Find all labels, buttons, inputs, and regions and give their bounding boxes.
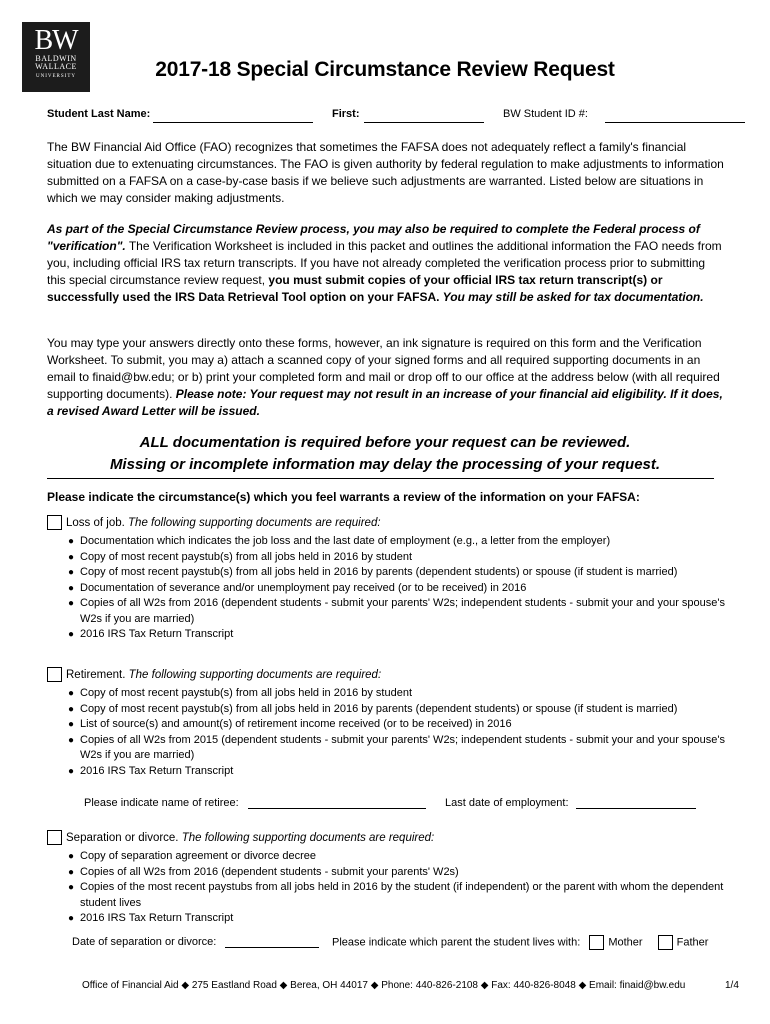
- page-title: 2017-18 Special Circumstance Review Request: [155, 58, 615, 81]
- job-loss-checkbox[interactable]: [47, 515, 62, 530]
- section-job-loss: [47, 514, 727, 643]
- parent-lives-with-row: [332, 935, 708, 950]
- list-item: ● Copy of most recent paystub(s) from all jobs held in 2016 by student: [68, 550, 727, 566]
- emphasis-line-2: Missing or incomplete information may delay the processing of your request.: [109, 456, 661, 473]
- mother-checkbox[interactable]: [589, 935, 604, 950]
- list-item: ● Copy of most recent paystub(s) from all jobs held in 2016 by parents (dependent students) or spouse (if student is married): [68, 702, 727, 718]
- retirement-checkbox[interactable]: [47, 667, 62, 682]
- separation-subtitle: The following supporting documents are required:: [181, 832, 435, 844]
- logo-monogram: BW: [34, 25, 78, 56]
- separation-label: Separation or divorce.: [66, 832, 179, 844]
- bullet-icon: ●: [68, 536, 75, 547]
- bullet-icon: ●: [68, 703, 75, 715]
- submission-paragraph: [47, 335, 727, 420]
- student-id-label: BW Student ID #:: [503, 108, 588, 120]
- job-loss-subtitle: The following supporting documents are required:: [128, 517, 381, 529]
- last-employment-label: Last date of employment:: [445, 797, 569, 809]
- last-employment-row: [445, 796, 696, 809]
- retirement-docs: [47, 686, 727, 779]
- father-option-label: Father: [676, 936, 709, 949]
- bullet-icon: ●: [68, 598, 75, 609]
- logo-line-wallace: WALLACE: [35, 62, 77, 71]
- first-name-label: First:: [332, 108, 360, 120]
- bullet-icon: ●: [68, 551, 75, 563]
- separation-date-field[interactable]: [225, 935, 319, 948]
- submission-note: Please note: Your request may not result in an increase of your financial aid eligibility. If it does, a revised Award Letter will be issued.: [47, 387, 723, 418]
- retiree-name-row: [84, 796, 426, 809]
- last-name-field[interactable]: [153, 122, 313, 123]
- verification-lead: As part of the Special Circumstance Review process, you may also be required to complete the Federal process of "verification".: [47, 222, 700, 253]
- bullet-icon: ●: [68, 629, 75, 640]
- bullet-icon: ●: [68, 913, 75, 924]
- list-item: ● Copy of separation agreement or divorce decree: [68, 849, 727, 865]
- section-separation: [47, 829, 727, 927]
- retiree-name-field[interactable]: [248, 796, 426, 809]
- last-employment-field[interactable]: [576, 796, 696, 809]
- verification-tail: You may still be asked for tax documentation.: [439, 290, 704, 304]
- separation-date-row: [72, 935, 319, 948]
- mother-option-label: Mother: [608, 936, 643, 949]
- list-item: ● Copies of the most recent paystubs from all jobs held in 2016 by the student (if independent) or the parent with whom the dependent student lives: [68, 881, 724, 909]
- first-name-field[interactable]: [364, 122, 484, 123]
- last-name-label: Student Last Name:: [47, 108, 151, 120]
- separation-date-label: Date of separation or divorce:: [72, 936, 217, 948]
- job-loss-label: Loss of job.: [66, 517, 125, 529]
- footer-office: Office of Financial Aid: [82, 980, 179, 991]
- parent-lives-with-label: Please indicate which parent the student lives with:: [332, 936, 581, 949]
- list-item: ● 2016 IRS Tax Return Transcript: [68, 764, 727, 780]
- verification-paragraph: [47, 221, 727, 306]
- verification-bold: you must submit copies of your official IRS tax return transcript(s) or successfully used the IRS Data Retrieval Tool option on your FAFSA.: [47, 273, 663, 304]
- job-loss-docs: [47, 534, 727, 643]
- diamond-icon: ◆: [279, 980, 288, 991]
- list-item: ● Copies of all W2s from 2015 (dependent students - submit your parents' W2s; independent students - submit your and your spouse's W2s if you are married): [68, 733, 725, 761]
- circumstance-instructions: Please indicate the circumstance(s) which you feel warrants a review of the information on your FAFSA:: [47, 490, 640, 504]
- separation-docs: [47, 849, 727, 927]
- diamond-icon: ◆: [181, 980, 190, 991]
- section-retirement: [47, 666, 727, 779]
- bullet-icon: ●: [68, 866, 75, 878]
- list-item: ● 2016 IRS Tax Return Transcript: [68, 627, 727, 643]
- list-item: ● Copy of most recent paystub(s) from all jobs held in 2016 by student: [68, 686, 727, 702]
- footer-address: 275 Eastland Road: [191, 980, 277, 991]
- page-number: 1/4: [725, 980, 739, 991]
- bullet-icon: ●: [68, 567, 75, 578]
- bullet-icon: ●: [68, 882, 75, 893]
- footer-fax: Fax: 440-826-8048: [491, 980, 576, 991]
- logo-line-university: UNIVERSITY: [36, 74, 76, 79]
- footer-email: Email: finaid@bw.edu: [589, 980, 686, 991]
- footer-contact: [82, 980, 685, 991]
- bullet-icon: ●: [68, 765, 75, 777]
- diamond-icon: ◆: [480, 980, 489, 991]
- diamond-icon: ◆: [370, 980, 379, 991]
- father-checkbox[interactable]: [658, 935, 673, 950]
- logo-line-baldwin: BALDWIN: [35, 54, 77, 63]
- student-id-field[interactable]: [605, 122, 745, 123]
- list-item: ● Copies of all W2s from 2016 (dependent students - submit your parents' W2s; independent students - submit your and your spouse's W2s if you are married): [68, 597, 725, 625]
- list-item: ● List of source(s) and amount(s) of retirement income received (or to be received) in 2016: [68, 717, 727, 733]
- bullet-icon: ●: [68, 688, 75, 699]
- list-item: ● 2016 IRS Tax Return Transcript: [68, 911, 727, 927]
- verification-body: The Verification Worksheet is included in this packet and outlines the additional information the FAO needs from you, including official IRS tax return transcripts. If you have not already completed the verification process prior to submitting this special circumstance review request,: [47, 239, 722, 287]
- footer-city: Berea, OH 44017: [290, 980, 368, 991]
- divider: [47, 478, 714, 479]
- intro-paragraph: The BW Financial Aid Office (FAO) recognizes that sometimes the FAFSA does not adequately reflect a family's financial situation due to extenuating circumstances. The FAO is given authority by federal regulation to make adjustments to information submitted on a FAFSA on a case-by-case basis if we believe such adjustments are warranted. Listed below are situations in which we may consider making adjustments.: [47, 140, 724, 205]
- retirement-subtitle: The following supporting documents are required:: [128, 669, 382, 681]
- retirement-label: Retirement.: [66, 669, 126, 681]
- list-item: ● Documentation of severance and/or unemployment pay received (or to be received) in 2016: [68, 581, 727, 597]
- bullet-icon: ●: [68, 734, 75, 746]
- list-item: ● Copy of most recent paystub(s) from all jobs held in 2016 by parents (dependent students) or spouse (if student is married): [68, 565, 727, 581]
- bullet-icon: ●: [68, 719, 75, 730]
- bullet-icon: ●: [68, 582, 75, 594]
- separation-checkbox[interactable]: [47, 830, 62, 845]
- list-item: ● Copies of all W2s from 2016 (dependent students - submit your parents' W2s): [68, 865, 727, 881]
- emphasis-line-1: ALL documentation is required before your request can be reviewed.: [139, 434, 631, 451]
- list-item: ● Documentation which indicates the job loss and the last date of employment (e.g., a letter from the employer): [68, 534, 727, 550]
- submission-body: You may type your answers directly onto these forms, however, an ink signature is required on this form and the Verification Worksheet. To submit, you may a) attach a scanned copy of your signed forms and all required supporting documents in an email to finaid@bw.edu; or b) print your completed form and mail or drop off to our office at the address below (with all required supporting documents).: [47, 336, 720, 401]
- bullet-icon: ●: [68, 851, 75, 862]
- footer-phone: Phone: 440-826-2108: [381, 980, 478, 991]
- retiree-name-label: Please indicate name of retiree:: [84, 797, 239, 809]
- diamond-icon: ◆: [578, 980, 587, 991]
